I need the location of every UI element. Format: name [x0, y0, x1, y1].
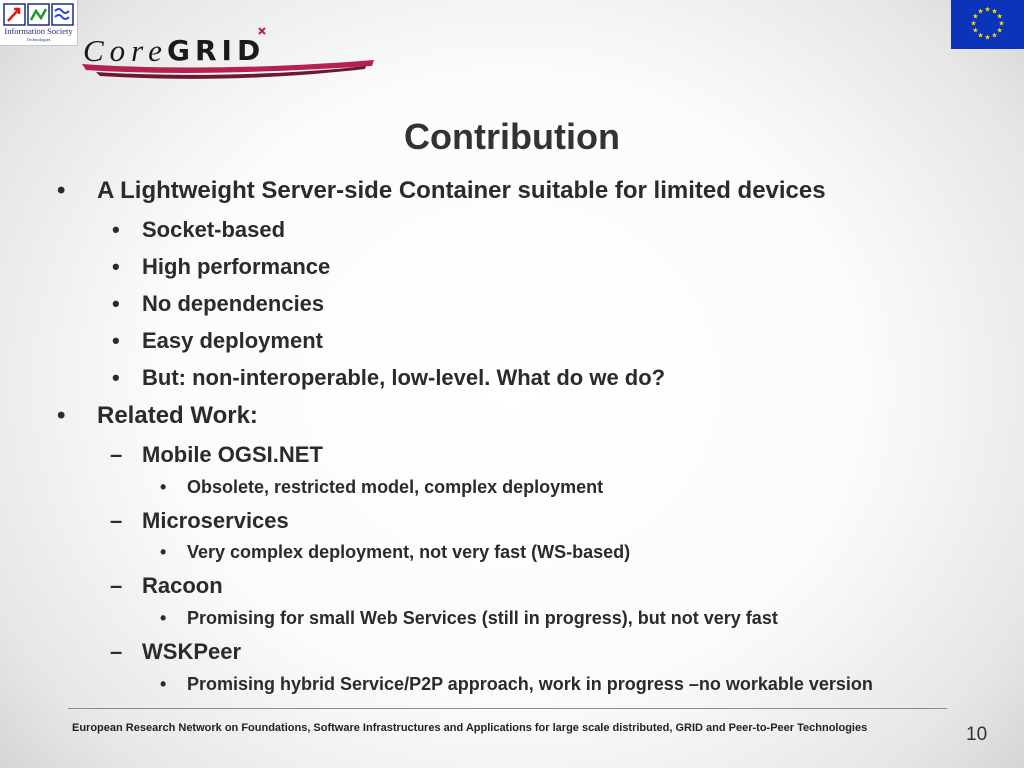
dash-marker: –: [110, 508, 123, 533]
dash-marker: –: [110, 639, 123, 664]
bullet-marker: •: [160, 608, 167, 628]
svg-text:★: ★: [972, 12, 979, 21]
svg-text:★: ★: [991, 7, 998, 16]
bullet-microservices: Microservices: [142, 508, 289, 533]
svg-text:★: ★: [972, 26, 979, 35]
bullet-marker: •: [112, 365, 120, 390]
page-number: 10: [966, 724, 988, 745]
bullet-marker: •: [160, 542, 167, 562]
bullet-related-work: Related Work:: [97, 402, 258, 429]
ist-logo-text: Information Society: [4, 26, 73, 36]
bullet-non-interoperable: But: non-interoperable, low-level. What do we do?: [142, 365, 666, 390]
bullet-wskpeer-hybrid: Promising hybrid Service/P2P approach, work in progress –no workable version: [187, 674, 873, 694]
svg-text:★: ★: [977, 7, 984, 16]
dash-marker: –: [110, 442, 123, 467]
coregrid-logo-grid: GRID: [167, 34, 266, 67]
dash-marker: –: [110, 573, 123, 598]
eu-flag-icon: [951, 0, 1024, 49]
svg-text:★: ★: [977, 31, 984, 40]
bullet-marker: •: [112, 328, 120, 353]
bullet-no-dependencies: No dependencies: [142, 291, 325, 316]
slide-title: Contribution: [404, 116, 620, 157]
bullet-lightweight-container: A Lightweight Server-side Container suitable for limited devices: [97, 177, 826, 204]
svg-text:★: ★: [991, 31, 998, 40]
bullet-marker: •: [160, 477, 167, 497]
bullet-marker: •: [112, 254, 120, 279]
bullet-socket-based: Socket-based: [142, 217, 286, 242]
bullet-marker: •: [112, 291, 120, 316]
bullet-easy-deployment: Easy deployment: [142, 328, 323, 353]
coregrid-logo-core: Core: [83, 33, 168, 68]
svg-text:★: ★: [984, 33, 991, 42]
bullet-racoon: Racoon: [142, 573, 223, 598]
footer-text: European Research Network on Foundations, Software Infrastructures and Applications for large scale distributed, GRID and Peer-to-Peer Technologies: [72, 722, 868, 734]
information-society-technologies-logo: [0, 0, 78, 46]
bullet-racoon-promising: Promising for small Web Services (still in progress), but not very fast: [187, 608, 778, 628]
bullet-high-performance: High performance: [142, 254, 331, 279]
bullet-marker: •: [112, 217, 120, 242]
svg-text:★: ★: [984, 5, 991, 14]
footer-divider: [68, 708, 947, 709]
bullet-microservices-complex: Very complex deployment, not very fast (WS-based): [187, 542, 631, 562]
svg-text:★: ★: [998, 19, 1005, 28]
svg-text:★: ★: [970, 19, 977, 28]
bullet-marker: •: [57, 177, 66, 204]
ist-symbols-icon: [3, 3, 75, 27]
bullet-marker: •: [57, 402, 66, 429]
svg-text:★: ★: [996, 26, 1003, 35]
bullet-ogsi-obsolete: Obsolete, restricted model, complex deployment: [187, 477, 604, 497]
ist-logo-subtext: Technologies: [26, 37, 51, 42]
bullet-marker: •: [160, 674, 167, 694]
bullet-wskpeer: WSKPeer: [142, 639, 242, 664]
bullet-mobile-ogsi-net: Mobile OGSI.NET: [142, 442, 323, 467]
svg-text:★: ★: [996, 12, 1003, 21]
